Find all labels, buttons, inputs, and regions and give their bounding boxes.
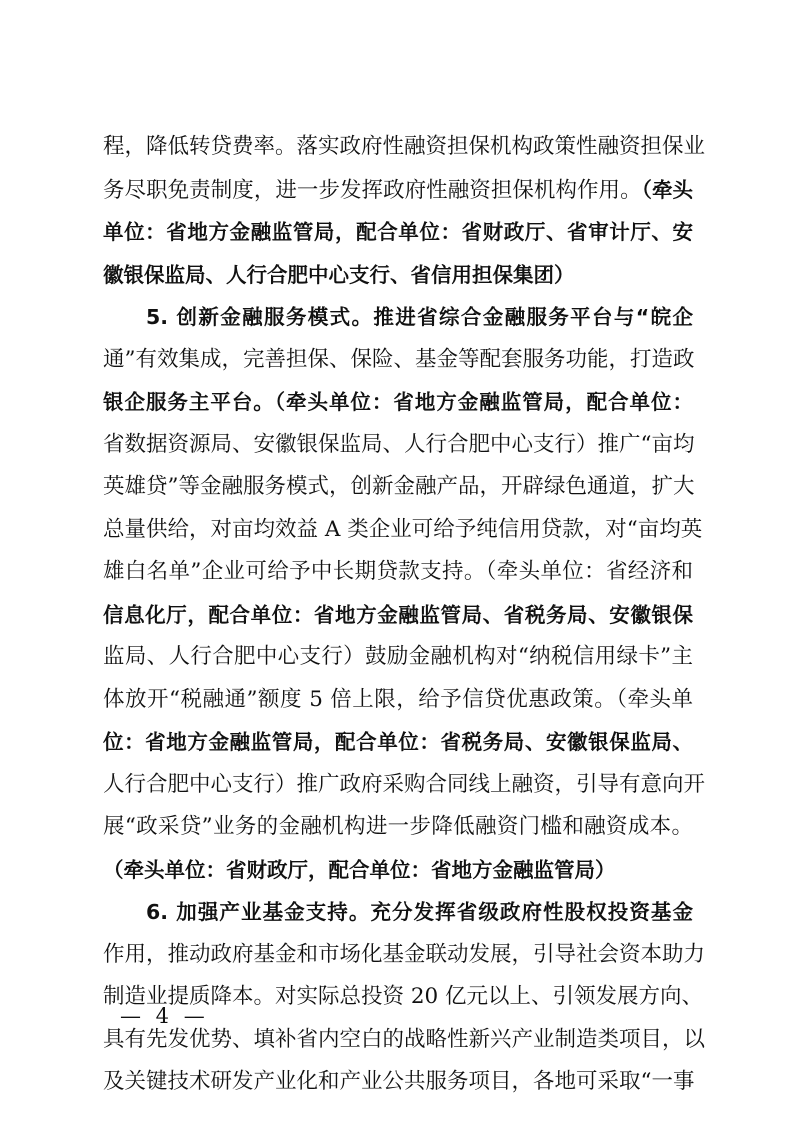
text-line: （牵头单位：省财政厅，配合单位：省地方金融监管局） <box>103 857 616 882</box>
text-line: 监局、人行合肥中心支行）鼓励金融机构对“纳税信用绿卡”主 <box>103 644 693 669</box>
page-number: — 4 — <box>120 1004 209 1028</box>
text-line: 英雄贷”等金融服务模式，创新金融产品，开辟绿色通道，扩大 <box>103 474 695 499</box>
text-line: 展“政采贷”业务的金融机构进一步降低融资门槛和融资成本。 <box>103 814 693 839</box>
text-line: 位：省地方金融监管局，配合单位：省税务局、安徽银保监局、 <box>103 730 693 754</box>
text-line: 务尽职免责制度，进一步发挥政府性融资担保机构作用。（牵头 <box>103 177 693 203</box>
item-heading-line: 6. 加强产业基金支持。充分发挥省级政府性股权投资基金 <box>146 900 693 924</box>
item-heading-line: 5. 创新金融服务模式。推进省综合金融服务平台与“皖企 <box>146 305 693 329</box>
text-line: 具有先发优势、填补省内空白的战略性新兴产业制造类项目，以 <box>103 1026 706 1052</box>
text-line: 程，降低转贷费率。落实政府性融资担保机构政策性融资担保业 <box>103 134 706 159</box>
text-line: 雄白名单”企业可给予中长期贷款支持。（牵头单位：省经济和 <box>103 559 693 584</box>
text-line: 人行合肥中心支行）推广政府采购合同线上融资，引导有意向开 <box>103 771 706 797</box>
text-line: 信息化厅，配合单位：省地方金融监管局、省税务局、安徽银保 <box>103 602 693 627</box>
text-line: 通”有效集成，完善担保、保险、基金等配套服务功能，打造政 <box>103 346 695 372</box>
text-line: 体放开“税融通”额度 5 倍上限，给予信贷优惠政策。（牵头单 <box>103 686 693 712</box>
text-line: 制造业提质降本。对实际总投资 20 亿元以上、引领发展方向、 <box>103 984 704 1009</box>
text-line: 总量供给，对亩均效益 A 类企业可给予纯信用贷款，对“亩均英 <box>103 516 703 542</box>
text-line: 省数据资源局、安徽银保监局、人行合肥中心支行）推广“亩均 <box>103 431 695 457</box>
body-text <box>103 126 706 1104</box>
text-line: 银企服务主平台。（牵头单位：省地方金融监管局，配合单位： <box>103 390 693 414</box>
text-line: 作用，推动政府基金和市场化基金联动发展，引导社会资本助力 <box>103 941 706 967</box>
text-line: 单位：省地方金融监管局，配合单位：省财政厅、省审计厅、安 <box>103 220 693 244</box>
text-line: 徽银保监局、人行合肥中心支行、省信用担保集团） <box>103 262 575 287</box>
text-line: 及关键技术研发产业化和产业公共服务项目，各地可采取“一事 <box>103 1069 695 1094</box>
